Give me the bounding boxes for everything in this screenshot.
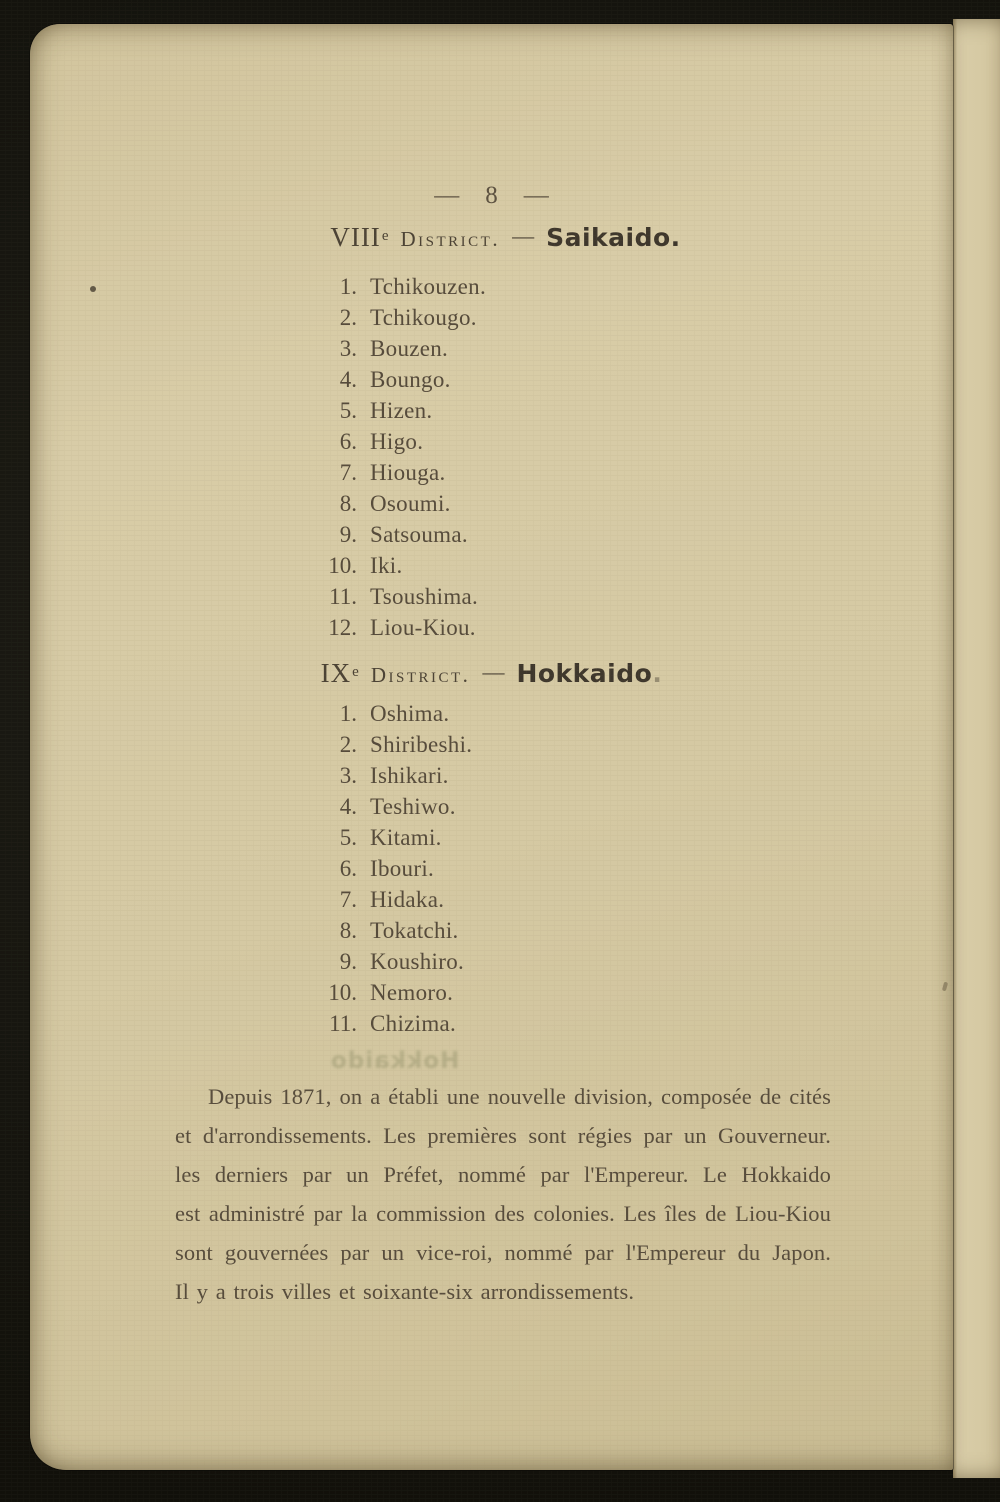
district-name: Saikaido. <box>546 223 681 252</box>
body-paragraph <box>175 1077 831 1311</box>
ink-speck <box>90 286 96 292</box>
list-item <box>307 946 472 977</box>
page-number-dash-left: — <box>434 182 460 209</box>
item-number: 9. <box>339 949 357 974</box>
paragraph-line: Depuis 1871, on a établi une nouvelle division, composée de cités <box>208 1084 831 1109</box>
item-number: 7. <box>339 887 357 912</box>
ordinal-suffix: e <box>381 227 389 244</box>
paragraph-line: et d'arrondissements. Les premières sont régies par un Gouverneur. <box>175 1123 831 1148</box>
item-number: 1. <box>339 701 357 726</box>
list-item <box>307 395 486 426</box>
list-item <box>307 915 472 946</box>
item-number: 12. <box>328 615 357 640</box>
item-number: 7. <box>339 460 357 485</box>
district-name: Hokkaido <box>516 659 653 688</box>
list-item <box>307 729 472 760</box>
page-number <box>30 182 953 210</box>
list-item <box>307 977 472 1008</box>
list-item <box>307 364 486 395</box>
item-name: Shiribeshi. <box>370 732 473 757</box>
item-number: 5. <box>339 398 357 423</box>
item-name: Tsoushima. <box>370 584 479 609</box>
item-number: 11. <box>329 1011 357 1036</box>
item-name: Tokatchi. <box>370 918 459 943</box>
list-item <box>307 519 486 550</box>
list-item <box>307 791 472 822</box>
item-name: Boungo. <box>370 367 451 392</box>
item-number: 2. <box>339 732 357 757</box>
item-number: 1. <box>339 274 357 299</box>
list-item <box>307 853 472 884</box>
list-item <box>307 271 486 302</box>
item-name: Hidaka. <box>370 887 445 912</box>
province-list-saikaido <box>307 271 486 643</box>
item-number: 3. <box>339 336 357 361</box>
item-number: 8. <box>339 491 357 516</box>
item-name: Ibouri. <box>370 856 435 881</box>
district-label: District. <box>400 227 501 251</box>
item-name: Tchikougo. <box>370 305 477 330</box>
page-number-value: 8 <box>485 182 498 209</box>
item-name: Osoumi. <box>370 491 451 516</box>
item-name: Teshiwo. <box>370 794 456 819</box>
item-number: 10. <box>328 980 357 1005</box>
list-item <box>307 581 486 612</box>
district-heading-ix <box>30 658 953 689</box>
district-numeral: IX <box>320 658 352 688</box>
list-item <box>307 550 486 581</box>
paragraph-line: les derniers par un Préfet, nommé par l'Empereur. Le Hokkaido <box>175 1162 831 1187</box>
item-number: 10. <box>328 553 357 578</box>
list-item <box>307 488 486 519</box>
list-item <box>307 302 486 333</box>
item-name: Hizen. <box>370 398 433 423</box>
item-name: Higo. <box>370 429 424 454</box>
page-number-dash-right: — <box>523 182 549 209</box>
district-heading-viii <box>30 222 967 253</box>
list-item <box>307 760 472 791</box>
list-item <box>307 457 486 488</box>
item-number: 6. <box>339 856 357 881</box>
item-number: 9. <box>339 522 357 547</box>
paragraph-line: sont gouvernées par un vice-roi, nommé par l'Empereur du Japon. <box>175 1240 831 1265</box>
item-name: Iki. <box>370 553 403 578</box>
item-name: Hiouga. <box>370 460 446 485</box>
list-item <box>307 612 486 643</box>
item-name: Nemoro. <box>370 980 454 1005</box>
province-list-hokkaido <box>307 698 472 1039</box>
item-name: Satsouma. <box>370 522 468 547</box>
item-name: Bouzen. <box>370 336 449 361</box>
item-name: Ishikari. <box>370 763 449 788</box>
item-number: 4. <box>339 794 357 819</box>
item-number: 2. <box>339 305 357 330</box>
list-item <box>307 884 472 915</box>
heading-dash: — <box>512 223 535 248</box>
list-item <box>307 698 472 729</box>
list-item <box>307 426 486 457</box>
list-item <box>307 822 472 853</box>
district-label: District. <box>370 663 471 687</box>
item-number: 4. <box>339 367 357 392</box>
heading-dash: — <box>482 659 505 684</box>
list-item <box>307 1008 472 1039</box>
item-name: Koushiro. <box>370 949 465 974</box>
paragraph-line: est administré par la commission des colonies. Les îles de Liou-Kiou <box>175 1201 831 1226</box>
district-numeral: VIII <box>330 222 381 252</box>
item-name: Liou-Kiou. <box>370 615 476 640</box>
book-page <box>30 24 953 1470</box>
item-number: 11. <box>329 584 357 609</box>
item-number: 6. <box>339 429 357 454</box>
paragraph-line: Il y a trois villes et soixante-six arrondissements. <box>175 1279 635 1304</box>
ordinal-suffix: e <box>352 663 359 680</box>
item-name: Chizima. <box>370 1011 457 1036</box>
item-number: 3. <box>339 763 357 788</box>
ink-speck <box>942 982 948 992</box>
list-item <box>307 333 486 364</box>
item-name: Kitami. <box>370 825 442 850</box>
faded-period: . <box>652 659 663 688</box>
item-name: Tchikouzen. <box>370 274 487 299</box>
item-number: 5. <box>339 825 357 850</box>
item-name: Oshima. <box>370 701 450 726</box>
ink-bleedthrough-text: Hokkaido <box>330 1048 460 1074</box>
item-number: 8. <box>339 918 357 943</box>
